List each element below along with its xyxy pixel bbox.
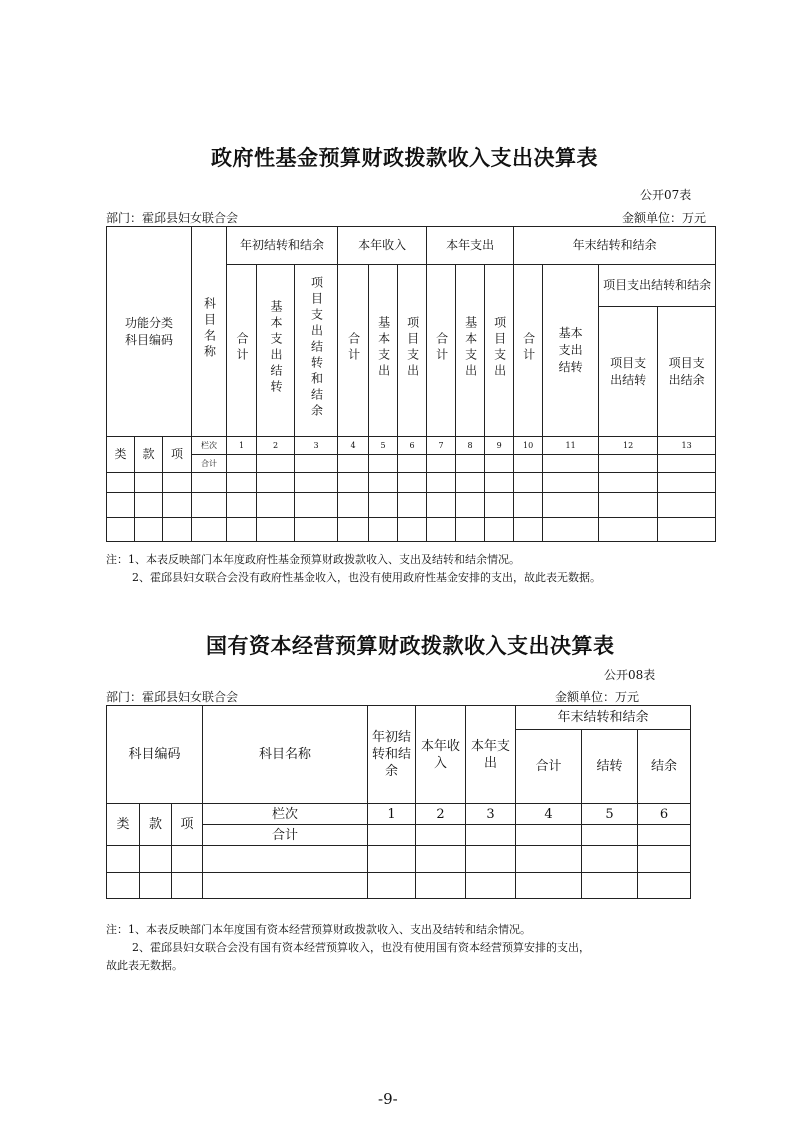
begin-project-header: 项目支出结转和结余 (295, 265, 338, 437)
end-balance-group: 年末结转和结余 (516, 706, 691, 730)
table-row (107, 846, 691, 873)
notes2-line3: 故此表无数据。 (106, 959, 183, 972)
col-number: 2 (416, 804, 466, 825)
col-number: 1 (227, 437, 257, 455)
end-surplus-header: 结余 (638, 730, 691, 804)
income-project-header: 项目支出 (398, 265, 427, 437)
heji-label: 合计 (203, 825, 368, 846)
end-total-header: 合计 (514, 265, 543, 437)
expense-group: 本年支出 (427, 227, 514, 265)
table2 (106, 705, 691, 899)
col-number: 4 (516, 804, 582, 825)
col-number: 4 (338, 437, 369, 455)
begin-balance-group: 年初结转和结余 (227, 227, 338, 265)
income-basic-header: 基本支出 (369, 265, 398, 437)
table2-dept: 部门：霍邱县妇女联合会 (106, 690, 239, 704)
col-number: 5 (582, 804, 638, 825)
table-row (107, 493, 716, 518)
xiang-header: 项 (172, 804, 203, 846)
heji-label: 合计 (192, 455, 227, 473)
col-number: 2 (257, 437, 295, 455)
table-row (107, 455, 716, 473)
page-number: -9- (378, 1090, 398, 1108)
end-balance-group: 年末结转和结余 (514, 227, 716, 265)
end-total-header: 合计 (516, 730, 582, 804)
col-number: 6 (638, 804, 691, 825)
table1-unit: 金额单位：万元 (622, 211, 707, 225)
begin-balance-header: 年初结 转和结 余 (368, 706, 416, 804)
xiang-header: 项 (163, 437, 192, 473)
expense-basic-header: 基本支出 (456, 265, 485, 437)
lei-header: 类 (107, 804, 140, 846)
notes1-line1: 注：1、本表反映部门本年度政府性基金预算财政拨款收入、支出及结转和结余情况。 (106, 553, 520, 566)
table1-title: 政府性基金预算财政拨款收入支出决算表 (211, 145, 598, 170)
subject-code-header: 科目编码 (107, 706, 203, 804)
col-number: 10 (514, 437, 543, 455)
expense-project-header: 项目支出 (485, 265, 514, 437)
end-project-group: 项目支出结转和结余 (599, 265, 716, 307)
col-number: 12 (599, 437, 658, 455)
end-carry-header: 结转 (582, 730, 638, 804)
income-group: 本年收入 (338, 227, 427, 265)
begin-basic-header: 基本支出结转 (257, 265, 295, 437)
table2-title: 国有资本经营预算财政拨款收入支出决算表 (206, 633, 615, 658)
table-row (107, 473, 716, 493)
col-number: 13 (658, 437, 716, 455)
end-project-carry-header: 项目支 出结转 (599, 307, 658, 437)
col-number: 8 (456, 437, 485, 455)
notes2-line2: 2、霍邱县妇女联合会没有国有资本经营预算收入，也没有使用国有资本经营预算安排的支出， (132, 941, 590, 954)
lanci-label: 栏次 (192, 437, 227, 455)
table-row (107, 873, 691, 899)
table1 (106, 226, 716, 542)
notes2-line1: 注：1、本表反映部门本年度国有资本经营预算财政拨款收入、支出及结转和结余情况。 (106, 923, 531, 936)
col-number: 7 (427, 437, 456, 455)
end-basic-header: 基本 支出 结转 (543, 265, 599, 437)
col-number: 3 (295, 437, 338, 455)
func-code-header: 功能分类 科目编码 (107, 227, 192, 437)
table2-code: 公开08表 (604, 668, 656, 682)
expense-total-header: 合计 (427, 265, 456, 437)
begin-total-header: 合计 (227, 265, 257, 437)
lanci-label: 栏次 (203, 804, 368, 825)
subject-name-header: 科目名称 (192, 227, 227, 437)
table-row (107, 518, 716, 542)
col-number: 1 (368, 804, 416, 825)
notes1-line2: 2、霍邱县妇女联合会没有政府性基金收入，也没有使用政府性基金安排的支出，故此表无数据。 (132, 571, 601, 584)
kuan-header: 款 (140, 804, 172, 846)
col-number: 3 (466, 804, 516, 825)
income-total-header: 合计 (338, 265, 369, 437)
col-number: 11 (543, 437, 599, 455)
col-number: 9 (485, 437, 514, 455)
table1-dept: 部门：霍邱县妇女联合会 (106, 211, 239, 225)
subject-name-header: 科目名称 (203, 706, 368, 804)
end-project-surplus-header: 项目支 出结余 (658, 307, 716, 437)
expense-header: 本年支 出 (466, 706, 516, 804)
col-number: 5 (369, 437, 398, 455)
col-number: 6 (398, 437, 427, 455)
lei-header: 类 (107, 437, 135, 473)
income-header: 本年收 入 (416, 706, 466, 804)
table2-unit: 金额单位：万元 (555, 690, 640, 704)
kuan-header: 款 (135, 437, 163, 473)
table1-code: 公开07表 (640, 188, 692, 202)
